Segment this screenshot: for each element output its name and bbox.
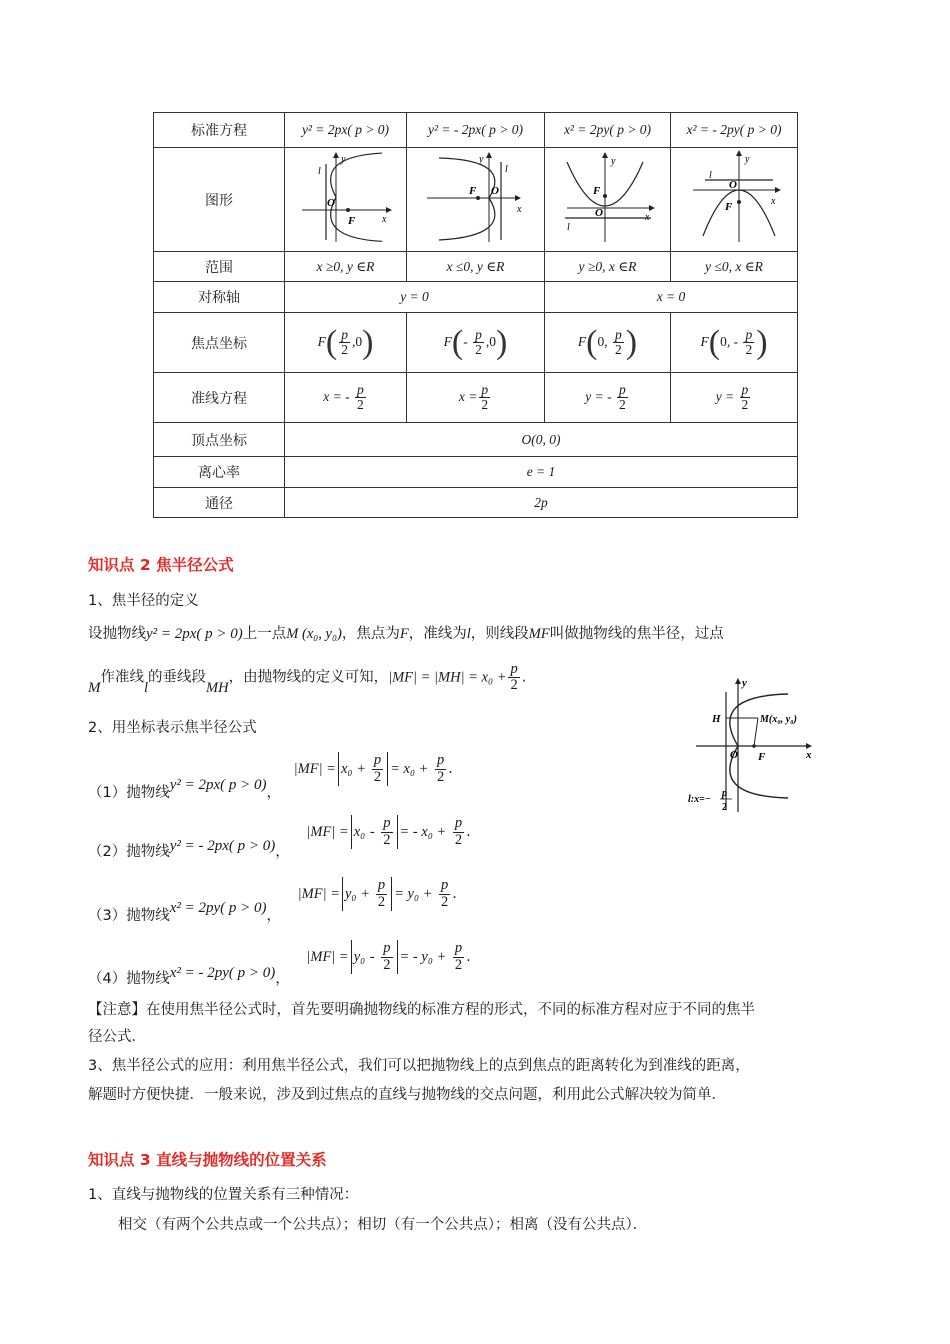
svg-text:l: l bbox=[317, 165, 321, 177]
section2-paragraph2: M作准线l的垂线段MH，由抛物线的定义可知，|MF| = |MH| = x₀ + $\frac{p}{2}$ . bbox=[88, 661, 527, 696]
svg-text:y: y bbox=[745, 153, 750, 165]
parabola-down-figure bbox=[679, 150, 789, 246]
svg-text:l:x=−: l:x=− bbox=[688, 794, 711, 805]
range-1: x ≥0, y ∈R bbox=[285, 252, 407, 282]
header-directrix: 准线方程 bbox=[154, 373, 285, 423]
focus-3: F(0, $\frac{p}{2}$ ) bbox=[545, 313, 671, 373]
header-focus: 焦点坐标 bbox=[154, 313, 285, 373]
std-eq-3: x² = 2py( p > 0) bbox=[545, 113, 671, 148]
svg-text:y: y bbox=[478, 153, 483, 165]
svg-text:F: F bbox=[468, 184, 476, 197]
svg-text:F: F bbox=[347, 214, 355, 227]
header-axis: 对称轴 bbox=[154, 282, 285, 313]
section3-item1-text: 相交（有两个公共点或一个公共点）；相切（有一个公共点）；相离（没有公共点）． bbox=[118, 1217, 648, 1233]
focus-1: F( $\frac{p}{2}$ ,0) bbox=[285, 313, 407, 373]
svg-text:F: F bbox=[592, 184, 600, 197]
svg-text:x: x bbox=[381, 213, 386, 225]
header-eccentricity: 离心率 bbox=[154, 457, 285, 488]
figure-cell-1 bbox=[285, 148, 407, 252]
row-latus bbox=[154, 488, 798, 518]
item3-line-1: 3、焦半径公式的应用：利用焦半径公式，我们可以把抛物线上的点到焦点的距离转化为到准线的距离， bbox=[88, 1058, 750, 1074]
svg-text:F: F bbox=[725, 200, 733, 213]
axis-1: y = 0 bbox=[285, 282, 545, 313]
row-figure bbox=[154, 148, 798, 252]
svg-text:x: x bbox=[516, 203, 521, 215]
vertex-value: O(0, 0) bbox=[285, 423, 798, 457]
parabola-left-figure bbox=[421, 150, 531, 246]
eccentricity-value: e = 1 bbox=[285, 457, 798, 488]
parabola-up-figure bbox=[553, 150, 663, 246]
header-figure: 图形 bbox=[154, 148, 285, 252]
case-2: （2）抛物线y² = - 2px( p > 0)， |MF| = x₀ - $\frac{p}{2}$ = - x₀ + $\frac{p}{2}$ . bbox=[88, 815, 471, 860]
section3-title: 知识点 3 直线与抛物线的位置关系 bbox=[88, 1151, 327, 1169]
header-latus: 通径 bbox=[154, 488, 285, 518]
range-3: y ≥0, x ∈R bbox=[545, 252, 671, 282]
range-2: x ≤0, y ∈R bbox=[407, 252, 545, 282]
svg-text:p: p bbox=[722, 788, 727, 799]
svg-text:2: 2 bbox=[722, 802, 727, 813]
section2-paragraph1: 设抛物线y² = 2px( p > 0)上一点M (x₀, y₀)，焦点为F，准线为l，则线段MF叫做抛物线的焦半径，过点 bbox=[88, 626, 724, 642]
svg-text:M(x₀, y₀): M(x₀, y₀) bbox=[760, 714, 797, 725]
svg-text:x: x bbox=[806, 749, 812, 761]
range-4: y ≤0, x ∈R bbox=[671, 252, 798, 282]
row-eccentricity bbox=[154, 457, 798, 488]
svg-text:H: H bbox=[712, 713, 721, 725]
case-1: （1）抛物线y² = 2px( p > 0)， |MF| = x₀ + $\frac{p}{2}$ = x₀ + $\frac{p}{2}$ . bbox=[88, 752, 453, 801]
svg-text:O: O bbox=[326, 196, 335, 209]
case-4: （4）抛物线x² = - 2py( p > 0)， |MF| = y₀ - $\frac{p}{2}$ = - y₀ + $\frac{p}{2}$ . bbox=[88, 940, 471, 987]
svg-text:x: x bbox=[644, 211, 649, 223]
section2-item1-title: 1、焦半径的定义 bbox=[88, 593, 199, 609]
row-range bbox=[154, 252, 798, 282]
figure-cell-2 bbox=[407, 148, 545, 252]
section3-item1-title: 1、直线与抛物线的位置关系有三种情况： bbox=[88, 1187, 359, 1203]
focal-radius-figure bbox=[688, 672, 818, 814]
note-line-1: 【注意】在使用焦半径公式时，首先要明确抛物线的标准方程的形式，不同的标准方程对应于不同的焦半 bbox=[88, 1002, 755, 1018]
note-line-2: 径公式． bbox=[88, 1029, 146, 1045]
figure-cell-4 bbox=[671, 148, 798, 252]
header-standard: 标准方程 bbox=[154, 113, 285, 148]
svg-text:x: x bbox=[771, 195, 776, 207]
directrix-4: y = $\frac{p}{2}$ bbox=[671, 373, 798, 423]
latus-value: 2p bbox=[285, 488, 798, 518]
directrix-3: y = - $\frac{p}{2}$ bbox=[545, 373, 671, 423]
parabola-right-figure bbox=[296, 150, 396, 246]
svg-text:O: O bbox=[730, 749, 738, 761]
directrix-1: x = - $\frac{p}{2}$ bbox=[285, 373, 407, 423]
header-range: 范围 bbox=[154, 252, 285, 282]
std-eq-4: x² = - 2py( p > 0) bbox=[671, 113, 798, 148]
case-3: （3）抛物线x² = 2py( p > 0)， |MF| = y₀ + $\frac{p}{2}$ = y₀ + $\frac{p}{2}$ . bbox=[88, 877, 457, 924]
svg-text:O: O bbox=[594, 206, 603, 219]
row-focus bbox=[154, 313, 798, 373]
row-standard-equation bbox=[154, 113, 798, 148]
row-axis bbox=[154, 282, 798, 313]
focus-2: F(- $\frac{p}{2}$ ,0) bbox=[407, 313, 545, 373]
svg-text:O: O bbox=[729, 178, 737, 191]
parabola-properties-table bbox=[153, 112, 798, 518]
svg-text:l: l bbox=[709, 169, 712, 181]
svg-text:y: y bbox=[610, 155, 615, 167]
axis-2: x = 0 bbox=[545, 282, 798, 313]
svg-text:O: O bbox=[490, 184, 499, 197]
section2-item2-title: 2、用坐标表示焦半径公式 bbox=[88, 720, 257, 736]
focus-4: F(0, - $\frac{p}{2}$ ) bbox=[671, 313, 798, 373]
svg-text:y: y bbox=[742, 677, 747, 689]
item3-line-2: 解题时方便快捷．一般来说，涉及到过焦点的直线与抛物线的交点问题，利用此公式解决较为简单． bbox=[88, 1087, 726, 1103]
directrix-2: x = $\frac{p}{2}$ bbox=[407, 373, 545, 423]
row-directrix bbox=[154, 373, 798, 423]
std-eq-2: y² = - 2px( p > 0) bbox=[407, 113, 545, 148]
svg-text:F: F bbox=[758, 751, 766, 763]
svg-text:l: l bbox=[504, 163, 508, 175]
std-eq-1: y² = 2px( p > 0) bbox=[285, 113, 407, 148]
figure-cell-3 bbox=[545, 148, 671, 252]
header-vertex: 顶点坐标 bbox=[154, 423, 285, 457]
svg-text:y: y bbox=[340, 153, 345, 165]
section2-title: 知识点 2 焦半径公式 bbox=[88, 556, 234, 574]
row-vertex bbox=[154, 423, 798, 457]
svg-text:l: l bbox=[566, 221, 570, 233]
